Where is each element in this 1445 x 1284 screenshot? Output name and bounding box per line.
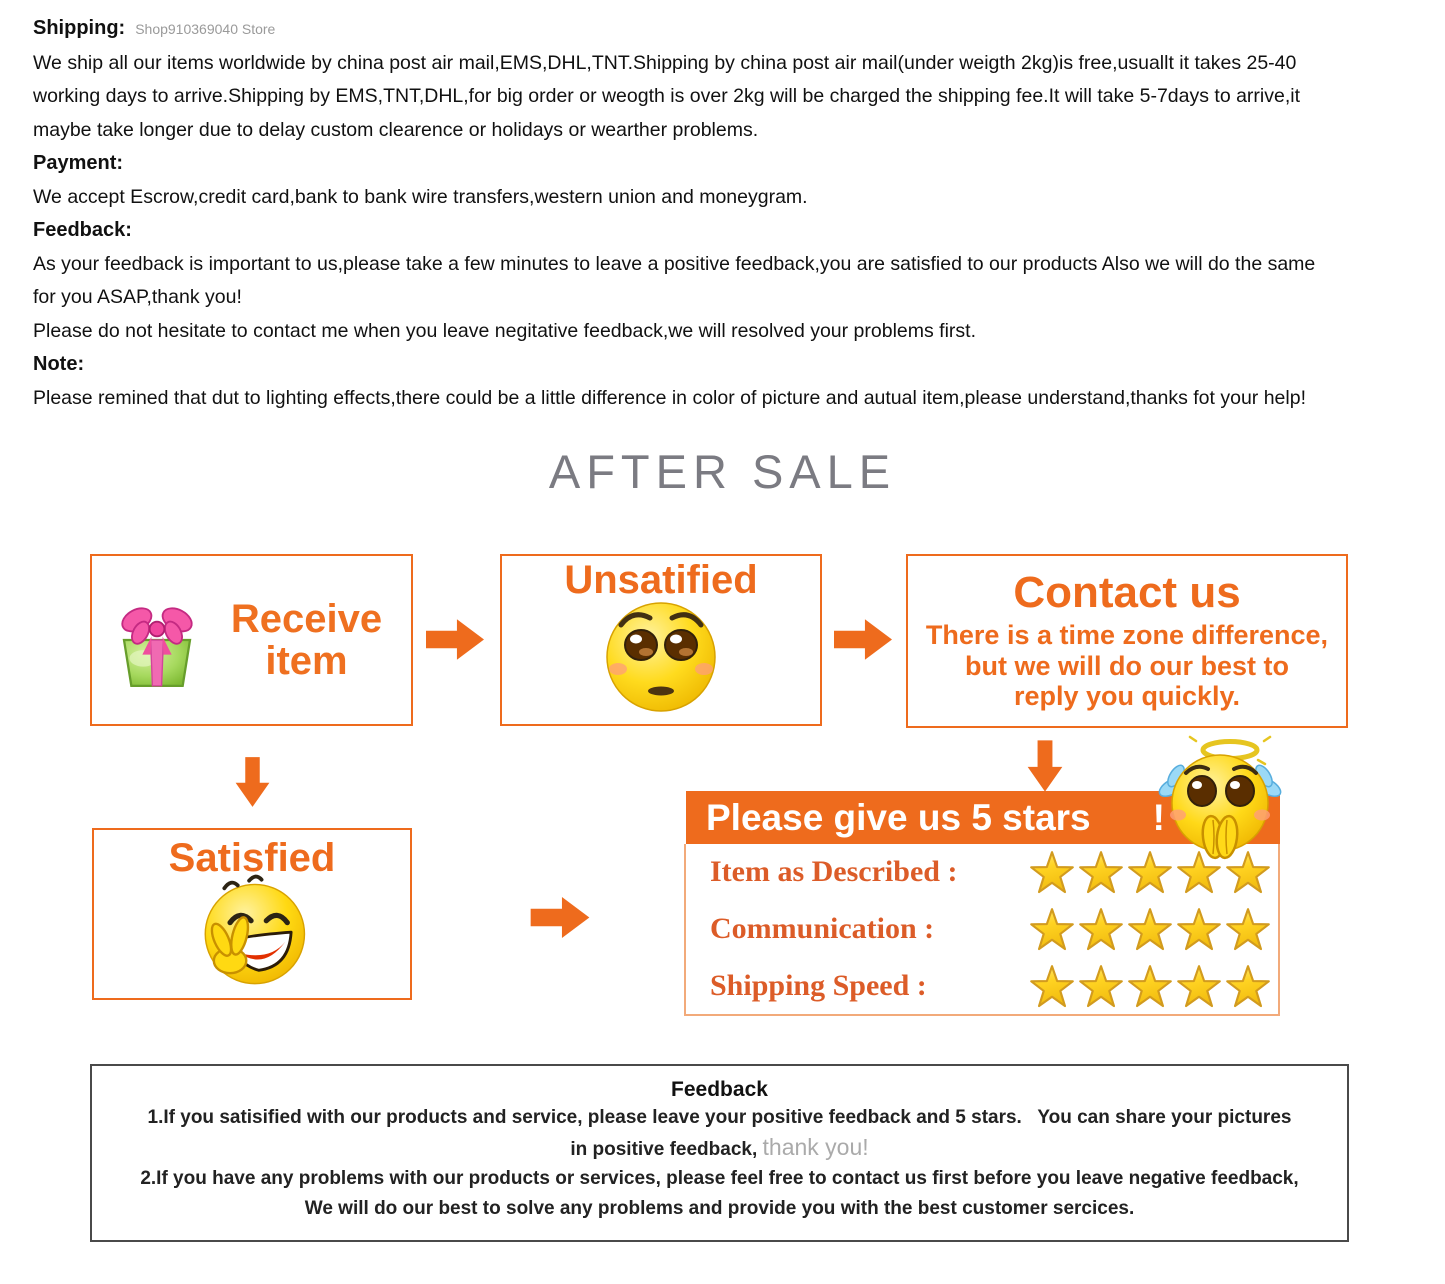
rating-row-shipping-speed: [686, 957, 1278, 1014]
arrow-right-icon: [426, 617, 484, 662]
unsatisfied-box: [500, 554, 822, 726]
note-heading: Note:: [33, 353, 85, 375]
contact-line-1: There is a time zone difference,: [925, 620, 1329, 650]
pleading-face-icon: [601, 595, 721, 715]
feedback-box-line-4: We will do our best to solve any problems and provide you with the best customer sercices.: [304, 1197, 1135, 1219]
receive-item-box: [90, 554, 413, 726]
gift-icon: [102, 585, 212, 695]
rating-stars: [1028, 905, 1272, 953]
feedback-text-line-2: for you ASAP,thank you!: [33, 286, 242, 308]
payment-heading: Payment:: [33, 152, 124, 174]
ratings-panel: [684, 844, 1280, 1016]
star-icon: [1224, 962, 1272, 1010]
rating-label: Shipping Speed :: [710, 968, 927, 1002]
rating-row-communication: [686, 901, 1278, 958]
rating-label: Communication :: [710, 912, 935, 945]
contact-us-box: [906, 554, 1348, 728]
rating-label: Item as Described :: [710, 855, 958, 889]
receive-item-label: Receive item: [230, 596, 383, 683]
shipping-heading-line: [33, 12, 1425, 47]
contact-line-2: but we will do our best to: [964, 650, 1289, 681]
arrow-down-icon: [1026, 735, 1064, 797]
star-icon: [1224, 905, 1272, 953]
shipping-text-line-2: working days to arrive.Shipping by EMS,TNT,DHL,for big order or weogth is over 2kg will be charged the shipping fee.It will take 5-7days to arrive,it: [33, 85, 1301, 107]
star-icon: [1028, 848, 1076, 896]
star-icon: [1077, 962, 1125, 1010]
intro-text-block: [33, 12, 1425, 415]
banner-text: Please give us 5 stars: [706, 796, 1091, 838]
star-icon: [1077, 905, 1125, 953]
angel-face-icon: [1152, 733, 1288, 869]
banner-exclamation: !: [1152, 796, 1165, 838]
feedback-thank-you: thank you!: [762, 1133, 869, 1160]
unsatisfied-label: Unsatified: [564, 558, 758, 602]
star-icon: [1175, 962, 1223, 1010]
satisfied-box: [92, 828, 412, 1000]
laughing-face-icon: [190, 873, 314, 997]
star-icon: [1077, 848, 1125, 896]
arrow-right-icon: [530, 895, 590, 940]
feedback-box-title: Feedback: [671, 1078, 768, 1101]
shipping-heading: Shipping:: [33, 17, 126, 39]
feedback-box-line-3: 2.If you have any problems with our products or services, please feel free to contact us first before you leave negative feedback,: [140, 1168, 1299, 1189]
star-icon: [1028, 962, 1076, 1010]
feedback-text-line-1: As your feedback is important to us,please take a few minutes to leave a positive feedback,you are satisfied to our products Also we will do the same: [33, 252, 1316, 275]
note-text-line: Please remined that dut to lighting effects,there could be a little difference in color of picture and autual item,please understand,thanks fot your help!: [33, 386, 1306, 409]
feedback-box-line-1: 1.If you satisified with our products and service, please leave your positive feedback and 5 stars. You can share your pictures: [147, 1107, 1292, 1128]
star-icon: [1126, 905, 1174, 953]
feedback-note-box: [90, 1064, 1349, 1242]
contact-us-text: [926, 620, 1328, 712]
contact-us-title: Contact us: [1013, 568, 1241, 617]
arrow-down-icon: [234, 757, 271, 807]
after-sale-title: AFTER SALE: [548, 445, 897, 498]
feedback-heading: Feedback:: [33, 219, 132, 241]
rating-stars: [1028, 962, 1272, 1010]
star-icon: [1126, 962, 1174, 1010]
feedback-box-line-2: [92, 1133, 1347, 1165]
star-icon: [1028, 905, 1076, 953]
feedback-text-line-3: Please do not hesitate to contact me when you leave negitative feedback,we will resolved your problems first.: [33, 319, 977, 342]
star-icon: [1175, 905, 1223, 953]
store-name: Shop910369040 Store: [135, 21, 276, 37]
shipping-text-line-3: maybe take longer due to delay custom clearence or holidays or wearther problems.: [33, 118, 759, 141]
shipping-text-line-1: We ship all our items worldwide by china post air mail,EMS,DHL,TNT.Shipping by china post air mail(under weigth 2kg)is free,usuallt it takes 25-40: [33, 51, 1297, 74]
payment-text-line: We accept Escrow,credit card,bank to bank wire transfers,western union and moneygram.: [33, 185, 808, 208]
feedback-line2-prefix: in positive feedback,: [570, 1138, 763, 1160]
contact-line-3: reply you quickly.: [1013, 681, 1241, 711]
satisfied-label: Satisfied: [168, 836, 336, 880]
arrow-right-icon: [834, 617, 892, 662]
